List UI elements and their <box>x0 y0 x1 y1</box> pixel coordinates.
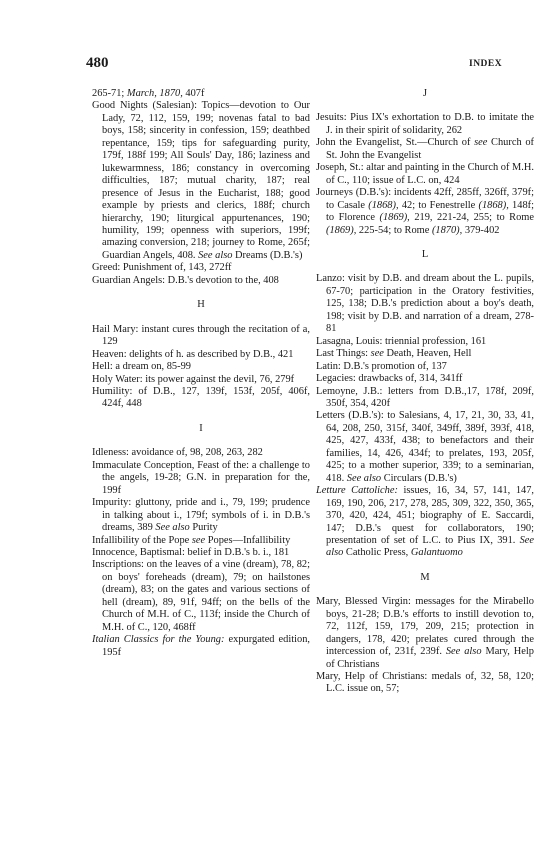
index-entry: Latin: D.B.'s promotion of, 137 <box>316 360 447 372</box>
section-letter-heading: M <box>420 571 430 583</box>
index-entry: Lasagna, Louis: triennial profession, 161 <box>316 335 487 347</box>
index-entry: Innocence, Baptismal: belief in D.B.'s b. i., 181 <box>92 546 290 558</box>
section-letter-heading: J <box>422 88 428 99</box>
index-entry: Italian Classics for the Young: expurgated edition, 195f <box>92 634 311 658</box>
index-entry: Idleness: avoidance of, 98, 208, 263, 282 <box>92 447 263 459</box>
index-entry: Lemoyne, J.B.: letters from D.B.,17, 178f, 209f, 350f, 354, 420f <box>316 385 534 409</box>
index-entry: Infallibility of the Pope see Popes—Infallibility <box>92 534 291 546</box>
section-letter-heading: L <box>421 248 429 260</box>
index-entry: Holy Water: its power against the devil, 76, 279f <box>92 373 295 385</box>
index-entry: Guardian Angels: D.B.'s devotion to the, 408 <box>92 274 279 286</box>
index-entry: Jesuits: Pius IX's exhortation to D.B. to imitate the J. in their spirit of solidarity, 262 <box>316 112 534 136</box>
index-entry: 265-71; March, 1870, 407f <box>92 88 205 99</box>
index-entry: Mary, Blessed Virgin: messages for the Mirabello boys, 21-28; D.B.'s efforts to instill devotion to, 72, 112f, 159, 179, 209, 215; protection in dangers, 178, 420; prelates cured through the intercession of, 231f, 239f. See also Mary, Help of Christians <box>316 596 535 670</box>
index-entry: Letters (D.B.'s): to Salesians, 4, 17, 21, 30, 33, 41, 64, 208, 250, 315f, 340f, 349ff, 389f, 393f, 418, 425, 427, 433f, 438; to benefactors and their families, 14, 426, 434f; to prelates, 193, 205f, 425; to a mother superior, 339; to a seminarian, 418. See also Circulars (D.B.'s) <box>316 410 534 484</box>
section-letter-heading: I <box>199 422 203 434</box>
index-entry: Heaven: delights of h. as described by D.B., 421 <box>92 348 294 360</box>
section-letter-heading: H <box>197 299 205 311</box>
index-entry: Hell: a dream on, 85-99 <box>92 361 191 373</box>
index-entry: Legacies: drawbacks of, 314, 341ff <box>316 373 463 385</box>
index-column-left <box>92 88 310 659</box>
index-entry: Journeys (D.B.'s): incidents 42ff, 285ff, 326ff, 379f; to Casale (1868), 42; to Fenestrelle (1868), 148f; to Florence (1869), 219, 221-24, 255; to Rome (1869), 225-54; to Rome (1870), 379-402 <box>316 187 534 236</box>
index-column-right <box>316 88 534 696</box>
running-head: INDEX <box>469 59 503 69</box>
index-entry: Good Nights (Salesian): Topics—devotion to Our Lady, 72, 112, 159, 199; novenas fatal to bad boys, 158; sincerity in confession, 159; deathbed repentance, 159; tips for safeguarding purity, 179f, 188f 199; All Souls' Day, 186; laziness and lukewarmness, 186; constancy in overcoming difficulties, 187; mutual charity, 187; real presence of Jesus in the Eucharist, 188; good example by priests and clerics, 188f; church hierarchy, 190; liturgical appurtenances, 190; humility, 199; openness with superiors, 199f; amazing conversion, 218; journey to Rome, 265f; Guardian Angels, 408. See also Dreams (D.B.'s) <box>92 100 310 261</box>
index-entry: Last Things: see Death, Heaven, Hell <box>316 348 472 360</box>
index-entry: Humility: of D.B., 127, 139f, 153f, 205f, 406f, 424f, 448 <box>92 385 310 410</box>
index-entry: Lanzo: visit by D.B. and dream about the L. pupils, 67-70; participation in the Oratory festivities, 125, 138; D.B.'s prediction about a boy's death, 198; visit by D.B. and narration of a dream, 278-81 <box>316 273 534 335</box>
index-entry: Letture Cattoliche: issues, 16, 34, 57, 141, 147, 169, 190, 206, 217, 278, 285, 309, 322, 350, 365, 370, 420, 424, 451; biography of E. Saccardi, 147; D.B.'s quest for collaborators, 190; presentation of set of L.C. to Pius IX, 391. See also Catholic Press, Galantuomo <box>316 485 534 559</box>
index-entry: Hail Mary: instant cures through the recitation of a, 129 <box>92 323 310 348</box>
index-entry: Impurity: gluttony, pride and i., 79, 199; prudence in talking about i., 179f; symbols of i. in D.B.'s dreams, 389 See also Purity <box>92 497 310 534</box>
index-entry: Mary, Help of Christians: medals of, 32, 58, 120; L.C. issue on, 57; <box>316 671 534 695</box>
index-entry: John the Evangelist, St.—Church of see Church of St. John the Evangelist <box>316 137 534 161</box>
page-number: 480 <box>86 55 109 71</box>
index-entry: Inscriptions: on the leaves of a vine (dream), 78, 82; on boys' foreheads (dream), 79; on hailstones (dream), 83; on the gates and various sections of hell (dream), 89, 91f, 94ff; on the bells of the Church of M.H. of C., 113f; inside the Church of M.H. of C., 120, 468ff <box>92 559 310 633</box>
index-entry: Greed: Punishment of, 143, 272ff <box>92 262 232 274</box>
index-entry: Immaculate Conception, Feast of the: a challenge to the angels, 19-28; G.N. in preparation for the, 199f <box>92 459 310 496</box>
index-entry: Joseph, St.: altar and painting in the Church of M.H. of C., 110; issue of L.C. on, 424 <box>316 162 534 186</box>
